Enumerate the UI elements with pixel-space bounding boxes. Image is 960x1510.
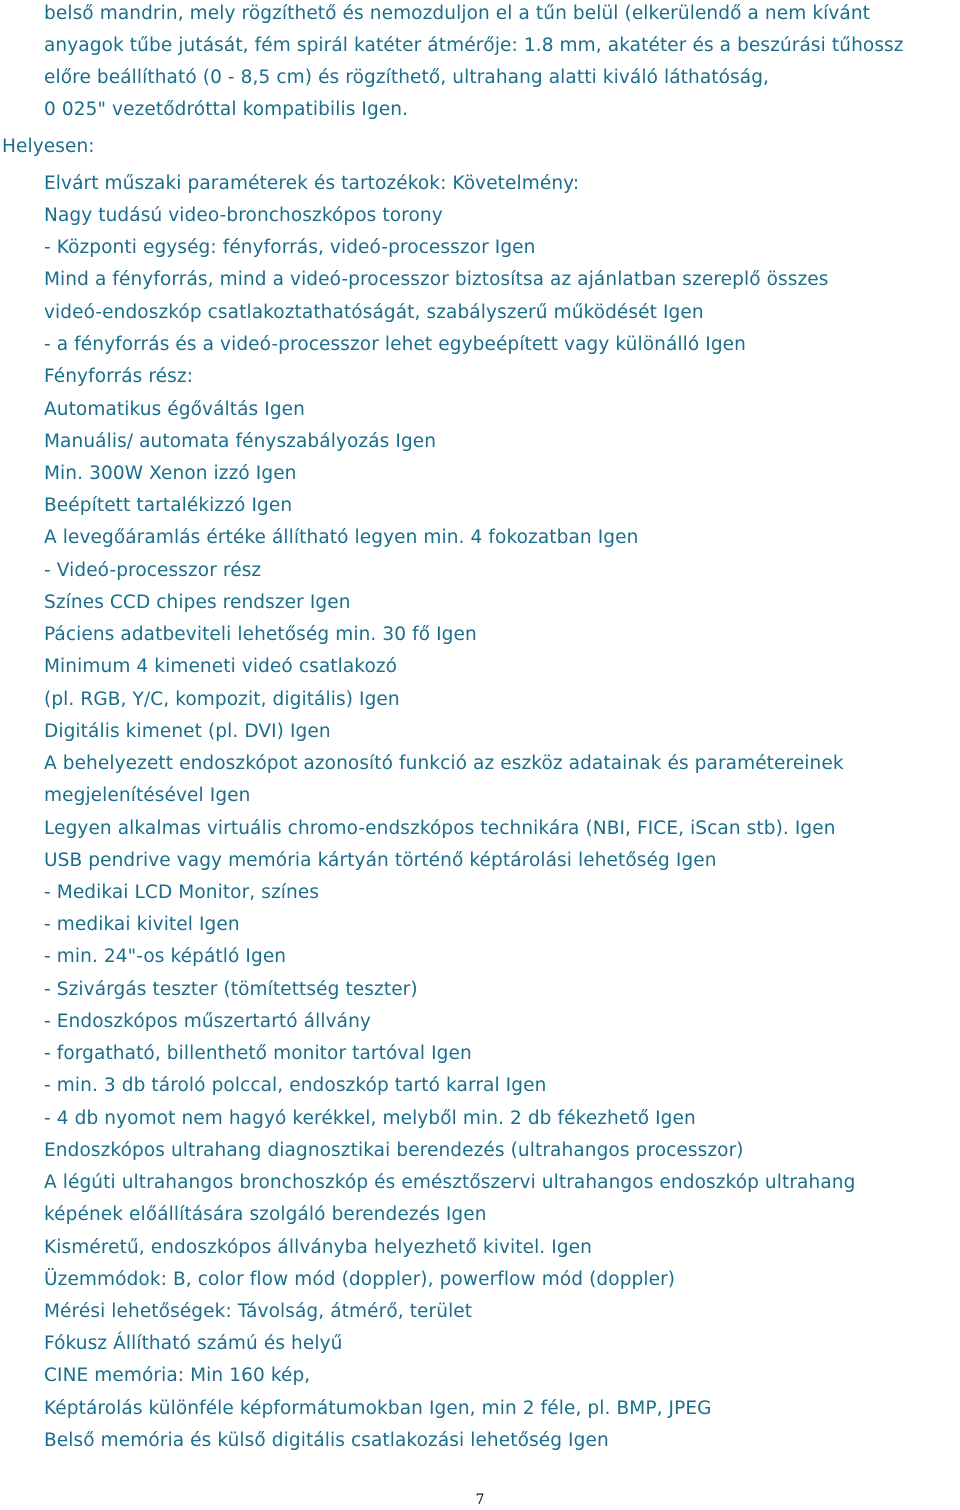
spec-line: CINE memória: Min 160 kép, <box>44 1365 311 1386</box>
spec-line: Legyen alkalmas virtuális chromo-endszkópos technikára (NBI, FICE, iScan stb). Igen <box>44 818 836 839</box>
intro-line: anyagok tűbe jutását, fém spirál katéter átmérője: 1.8 mm, akatéter és a beszúrási tűhossz <box>44 35 904 56</box>
spec-line: Mind a fényforrás, mind a videó-processzor biztosítsa az ajánlatban szereplő összes <box>44 269 829 290</box>
spec-line: - Medikai LCD Monitor, színes <box>44 882 320 903</box>
spec-line: Üzemmódok: B, color flow mód (doppler), powerflow mód (doppler) <box>44 1269 676 1290</box>
spec-line: Minimum 4 kimeneti videó csatlakozó <box>44 656 398 677</box>
section-heading: Helyesen: <box>2 136 95 157</box>
spec-line: Min. 300W Xenon izzó Igen <box>44 463 297 484</box>
spec-line: - Endoszkópos műszertartó állvány <box>44 1011 371 1032</box>
spec-line: - min. 3 db tároló polccal, endoszkóp tartó karral Igen <box>44 1075 547 1096</box>
spec-line: képének előállítására szolgáló berendezés Igen <box>44 1204 487 1225</box>
intro-line: belső mandrin, mely rögzíthető és nemozduljon el a tűn belül (elkerülendő a nem kívánt <box>44 3 871 24</box>
spec-line: Belső memória és külső digitális csatlakozási lehetőség Igen <box>44 1430 609 1451</box>
intro-line: előre beállítható (0 - 8,5 cm) és rögzíthető, ultrahang alatti kiváló láthatóság, <box>44 67 770 88</box>
spec-line: USB pendrive vagy memória kártyán történő képtárolási lehetőség Igen <box>44 850 717 871</box>
spec-line: A behelyezett endoszkópot azonosító funkció az eszköz adatainak és paramétereinek <box>44 753 844 774</box>
spec-line: Képtárolás különféle képformátumokban Igen, min 2 féle, pl. BMP, JPEG <box>44 1398 712 1419</box>
spec-line: (pl. RGB, Y/C, kompozit, digitális) Igen <box>44 689 400 710</box>
spec-line: Páciens adatbeviteli lehetőség min. 30 fő Igen <box>44 624 477 645</box>
spec-line: Endoszkópos ultrahang diagnosztikai berendezés (ultrahangos processzor) <box>44 1140 744 1161</box>
spec-line: Színes CCD chipes rendszer Igen <box>44 592 351 613</box>
intro-line: 0 025" vezetődróttal kompatibilis Igen. <box>44 99 409 120</box>
page-number: 7 <box>475 1492 485 1508</box>
spec-line: Automatikus égőváltás Igen <box>44 399 305 420</box>
spec-line: - a fényforrás és a videó-processzor lehet egybeépített vagy különálló Igen <box>44 334 746 355</box>
spec-line: A légúti ultrahangos bronchoszkóp és emésztőszervi ultrahangos endoszkóp ultrahang <box>44 1172 856 1193</box>
spec-line: Nagy tudású video-bronchoszkópos torony <box>44 205 443 226</box>
spec-line: Kisméretű, endoszkópos állványba helyezhető kivitel. Igen <box>44 1237 592 1258</box>
spec-line: - min. 24"-os képátló Igen <box>44 946 287 967</box>
spec-line: Manuális/ automata fényszabályozás Igen <box>44 431 437 452</box>
spec-line: videó-endoszkóp csatlakoztathatóságát, szabályszerű működését Igen <box>44 302 704 323</box>
spec-line: - Központi egység: fényforrás, videó-processzor Igen <box>44 237 536 258</box>
spec-line: - forgatható, billenthető monitor tartóval Igen <box>44 1043 472 1064</box>
spec-line: - Videó-processzor rész <box>44 560 262 581</box>
spec-line: megjelenítésével Igen <box>44 785 251 806</box>
spec-line: - medikai kivitel Igen <box>44 914 240 935</box>
spec-line: Fókusz Állítható számú és helyű <box>44 1333 343 1354</box>
spec-line: Fényforrás rész: <box>44 366 194 387</box>
spec-line: Mérési lehetőségek: Távolság, átmérő, terület <box>44 1301 473 1322</box>
spec-line: Beépített tartalékizzó Igen <box>44 495 293 516</box>
spec-line: - Szivárgás teszter (tömítettség teszter) <box>44 979 418 1000</box>
spec-line: Elvárt műszaki paraméterek és tartozékok: Követelmény: <box>44 173 580 194</box>
spec-line: Digitális kimenet (pl. DVI) Igen <box>44 721 331 742</box>
spec-line: A levegőáramlás értéke állítható legyen min. 4 fokozatban Igen <box>44 527 639 548</box>
spec-line: - 4 db nyomot nem hagyó kerékkel, melyből min. 2 db fékezhető Igen <box>44 1108 696 1129</box>
